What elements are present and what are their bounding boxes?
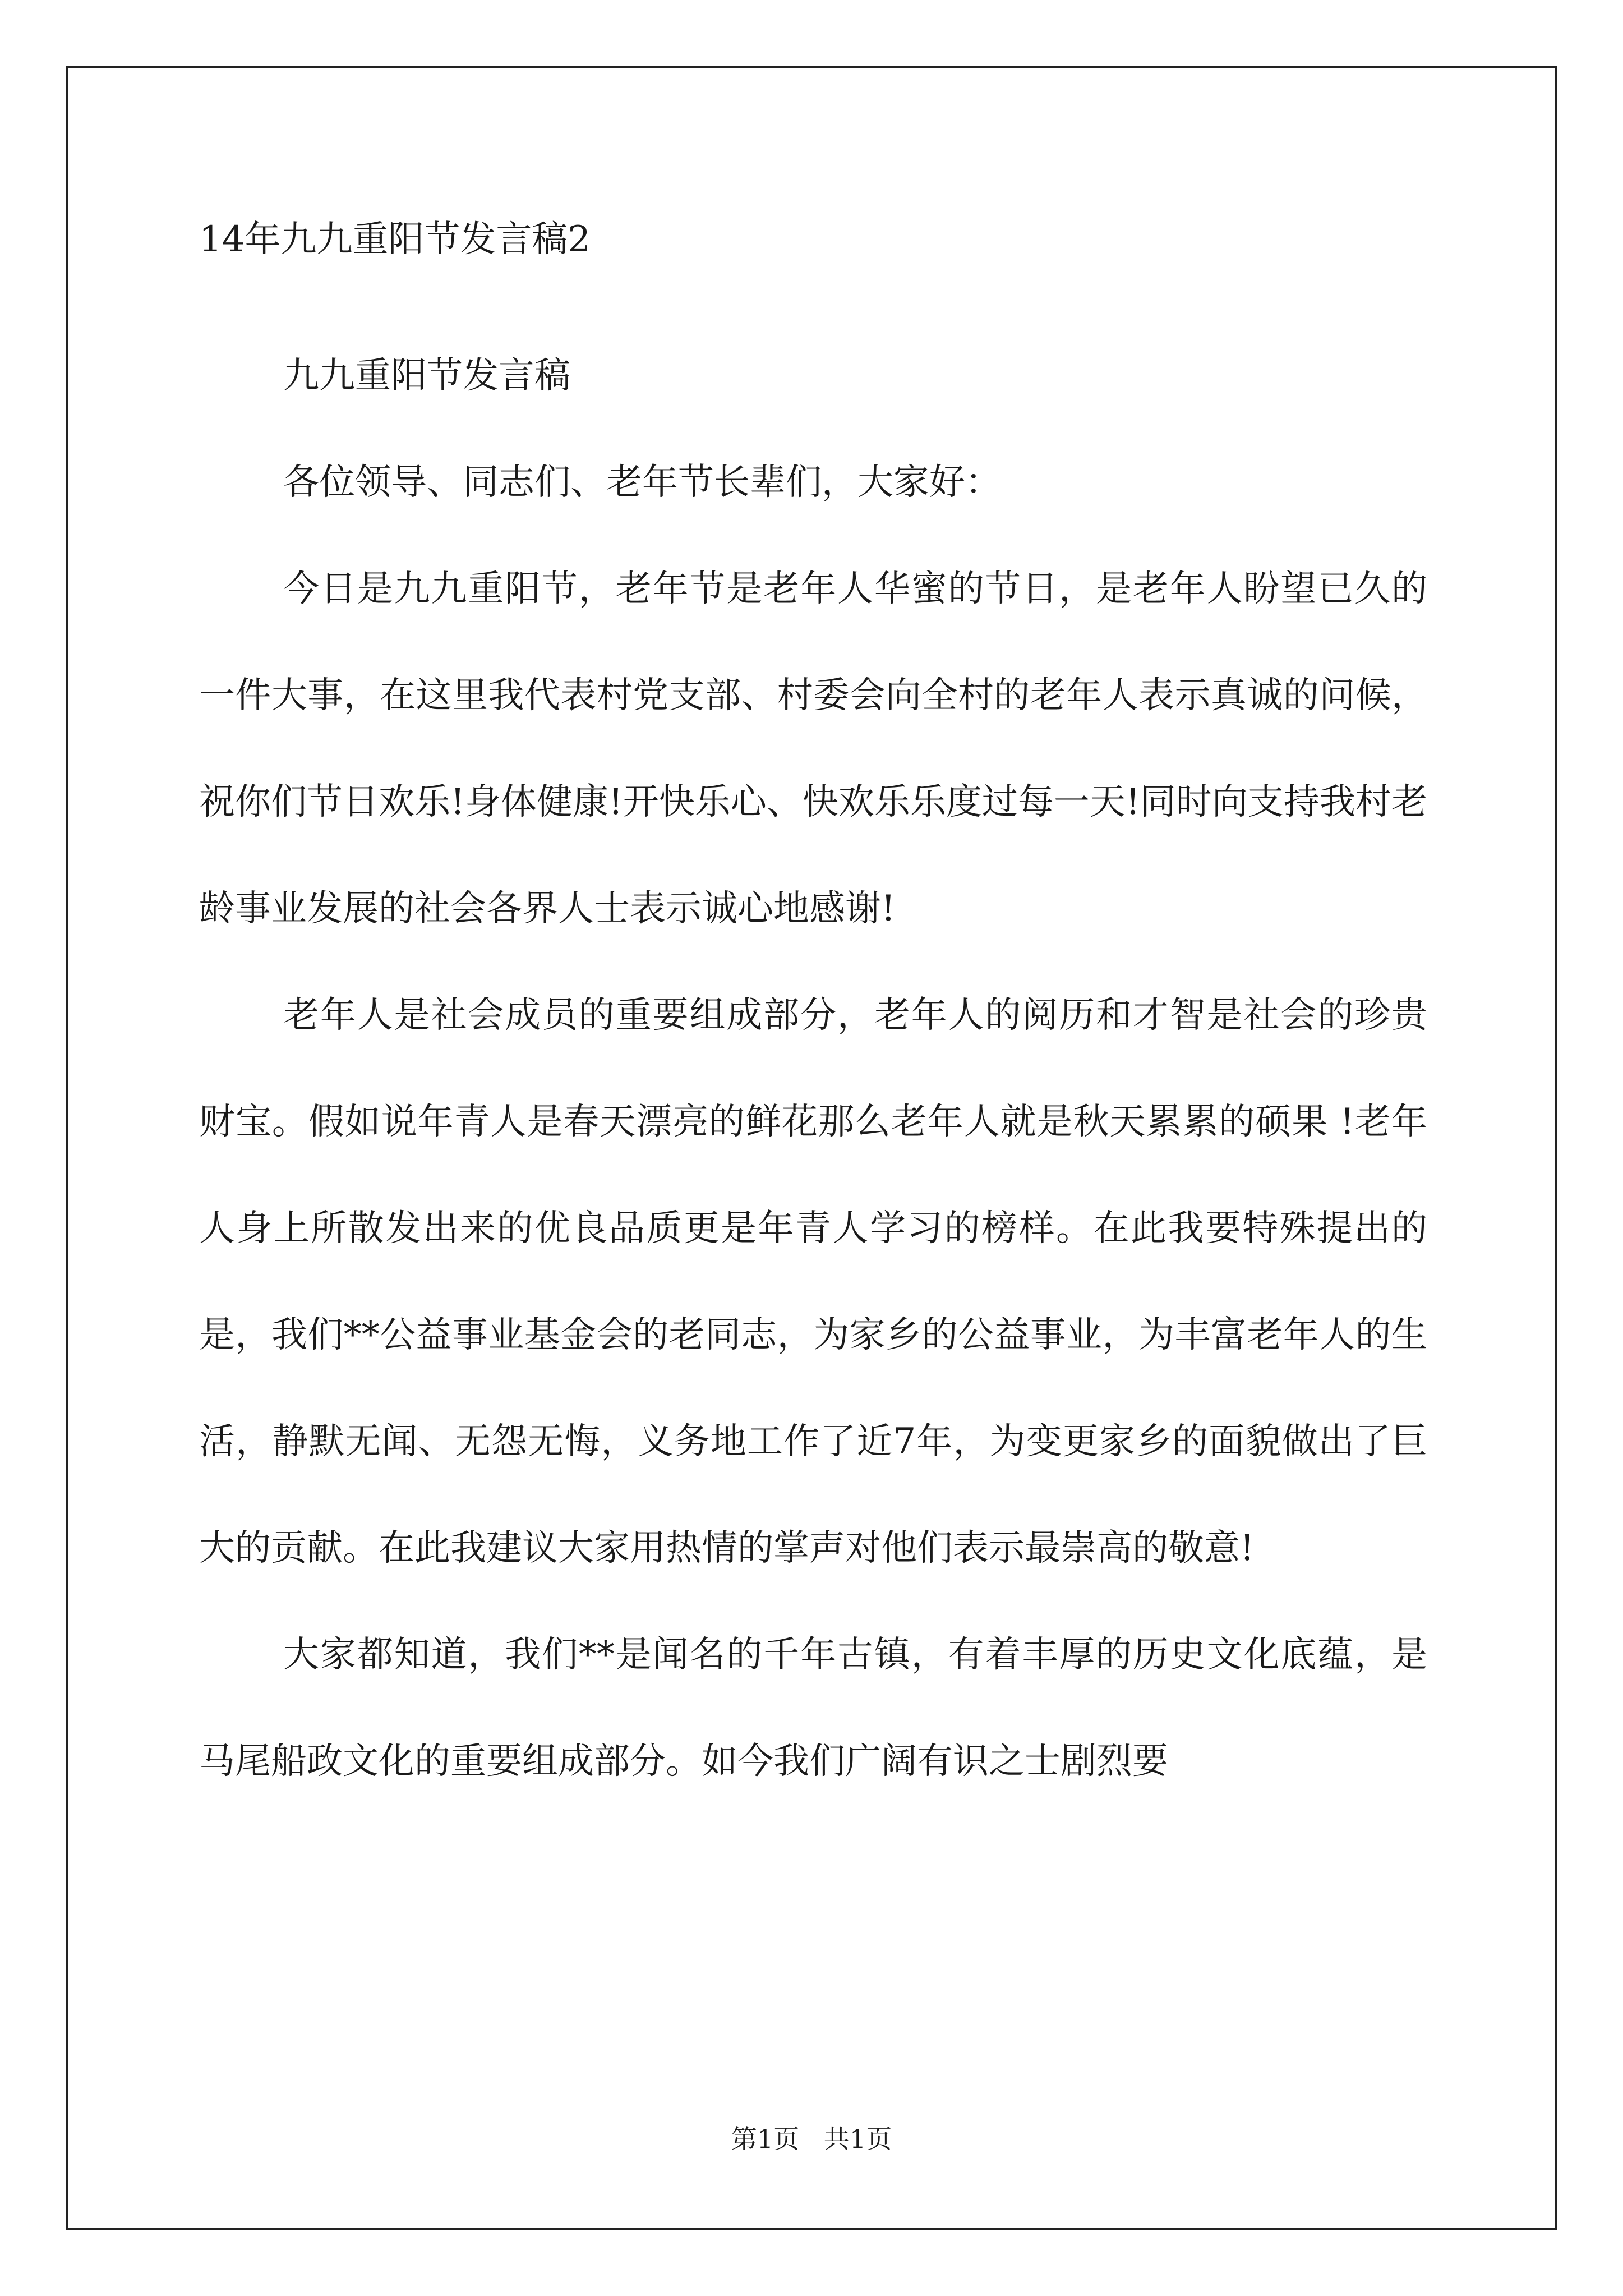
document-body [199, 323, 1427, 1815]
paragraph: 老年人是社会成员的重要组成部分，老年人的阅历和才智是社会的珍贵财宝。假如说年青人是春天漂亮的鲜花那么老年人就是秋天累累的硕果 !老年人身上所散发出来的优良品质更是年青人学习的榜样。在此我要特殊提出的是，我们**公益事业基金会的老同志，为家乡的公益事业，为丰富老年人的生活，静默无闻、无怨无悔，义务地工作了近7年，为变更家乡的面貌做出了巨大的贡献。在此我建议大家用热情的掌声对他们表示最崇高的敬意! [199, 995, 1427, 1569]
paragraph: 今日是九九重阳节，老年节是老年人华蜜的节日，是老年人盼望已久的一件大事，在这里我代表村党支部、村委会向全村的老年人表示真诚的问候，祝你们节日欢乐!身体健康!开快乐心、快欢乐乐度过每一天!同时向支持我村老龄事业发展的社会各界人士表示诚心地感谢! [199, 568, 1427, 930]
page-number-footer: 第1页 共1页 [731, 2124, 892, 2154]
subtitle: 九九重阳节发言稿 [283, 355, 570, 397]
document-title: 14年九九重阳节发言稿2 [199, 219, 591, 260]
greeting: 各位领导、同志们、老年节长辈们，大家好： [283, 462, 1001, 503]
paragraph: 大家都知道，我们**是闻名的千年古镇，有着丰厚的历史文化底蕴，是马尾船政文化的重要组成部分。如今我们广阔有识之士剧烈要 [199, 1634, 1427, 1782]
